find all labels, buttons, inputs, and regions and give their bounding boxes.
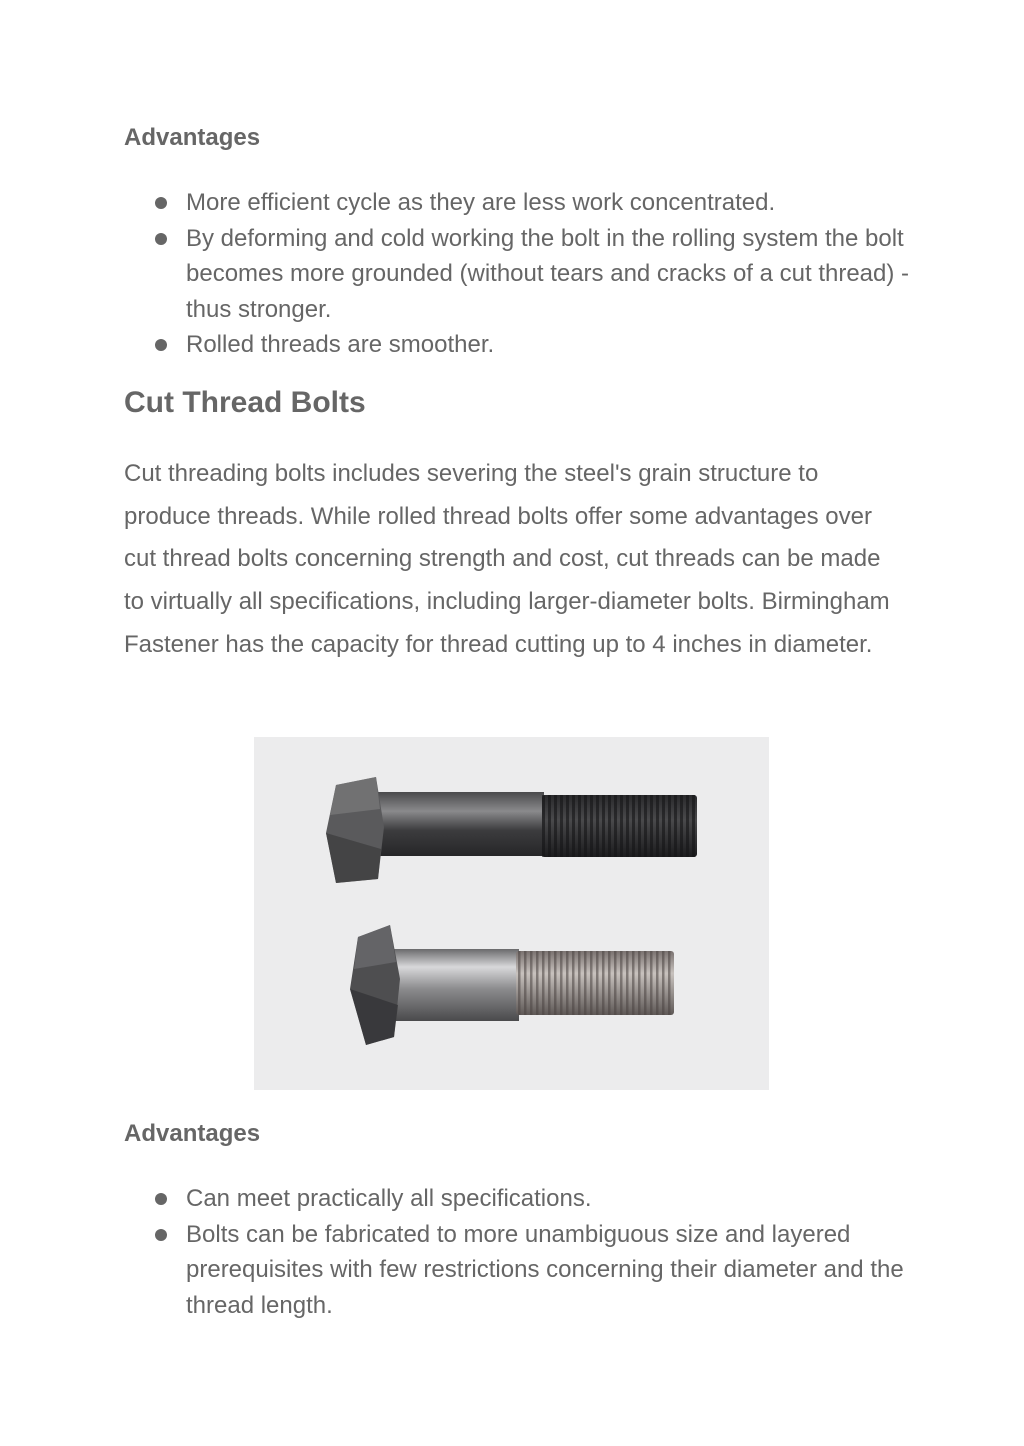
- list-item: [124, 221, 914, 328]
- list-item-text: Bolts can be fabricated to more unambiguous size and layered prerequisites with few restrictions concerning their diameter and the thread length.: [186, 1220, 904, 1319]
- bolts-image: [254, 737, 769, 1090]
- section-heading-cut-thread-bolts: Cut Thread Bolts: [124, 386, 366, 419]
- list-item: [124, 1217, 914, 1324]
- advantages-list-cut: [124, 1181, 914, 1323]
- list-item: [124, 1181, 914, 1217]
- bolts-photo: [254, 737, 769, 1090]
- bullet-icon: [155, 1229, 167, 1241]
- bullet-icon: [155, 233, 167, 245]
- list-item-text: Rolled threads are smoother.: [186, 331, 495, 358]
- advantages-list-rolled: [124, 185, 914, 363]
- section-subheading-advantages-rolled: Advantages: [124, 124, 261, 151]
- list-item-text: More efficient cycle as they are less work concentrated.: [186, 189, 776, 216]
- bullet-icon: [155, 1193, 167, 1205]
- list-item-text: By deforming and cold working the bolt in the rolling system the bolt becomes more grounded (without tears and cracks of a cut thread) - thus stronger.: [186, 224, 910, 323]
- steel-bolt-graphic: [350, 925, 674, 1045]
- black-bolt-graphic: [326, 777, 697, 883]
- list-item-text: Can meet practically all specifications.: [186, 1185, 592, 1212]
- list-item: [124, 327, 914, 363]
- list-item: [124, 185, 914, 221]
- cut-thread-paragraph: Cut threading bolts includes severing the steel's grain structure to produce threads. While rolled thread bolts offer some advantages over cut thread bolts concerning strength and cost, cut threads can be made to virtually all specifications, including larger-diameter bolts. Birmingham Fastener has the capacity for thread cutting up to 4 inches in diameter.: [124, 460, 890, 658]
- bullet-icon: [155, 339, 167, 351]
- section-subheading-advantages-cut: Advantages: [124, 1120, 261, 1147]
- bullet-icon: [155, 197, 167, 209]
